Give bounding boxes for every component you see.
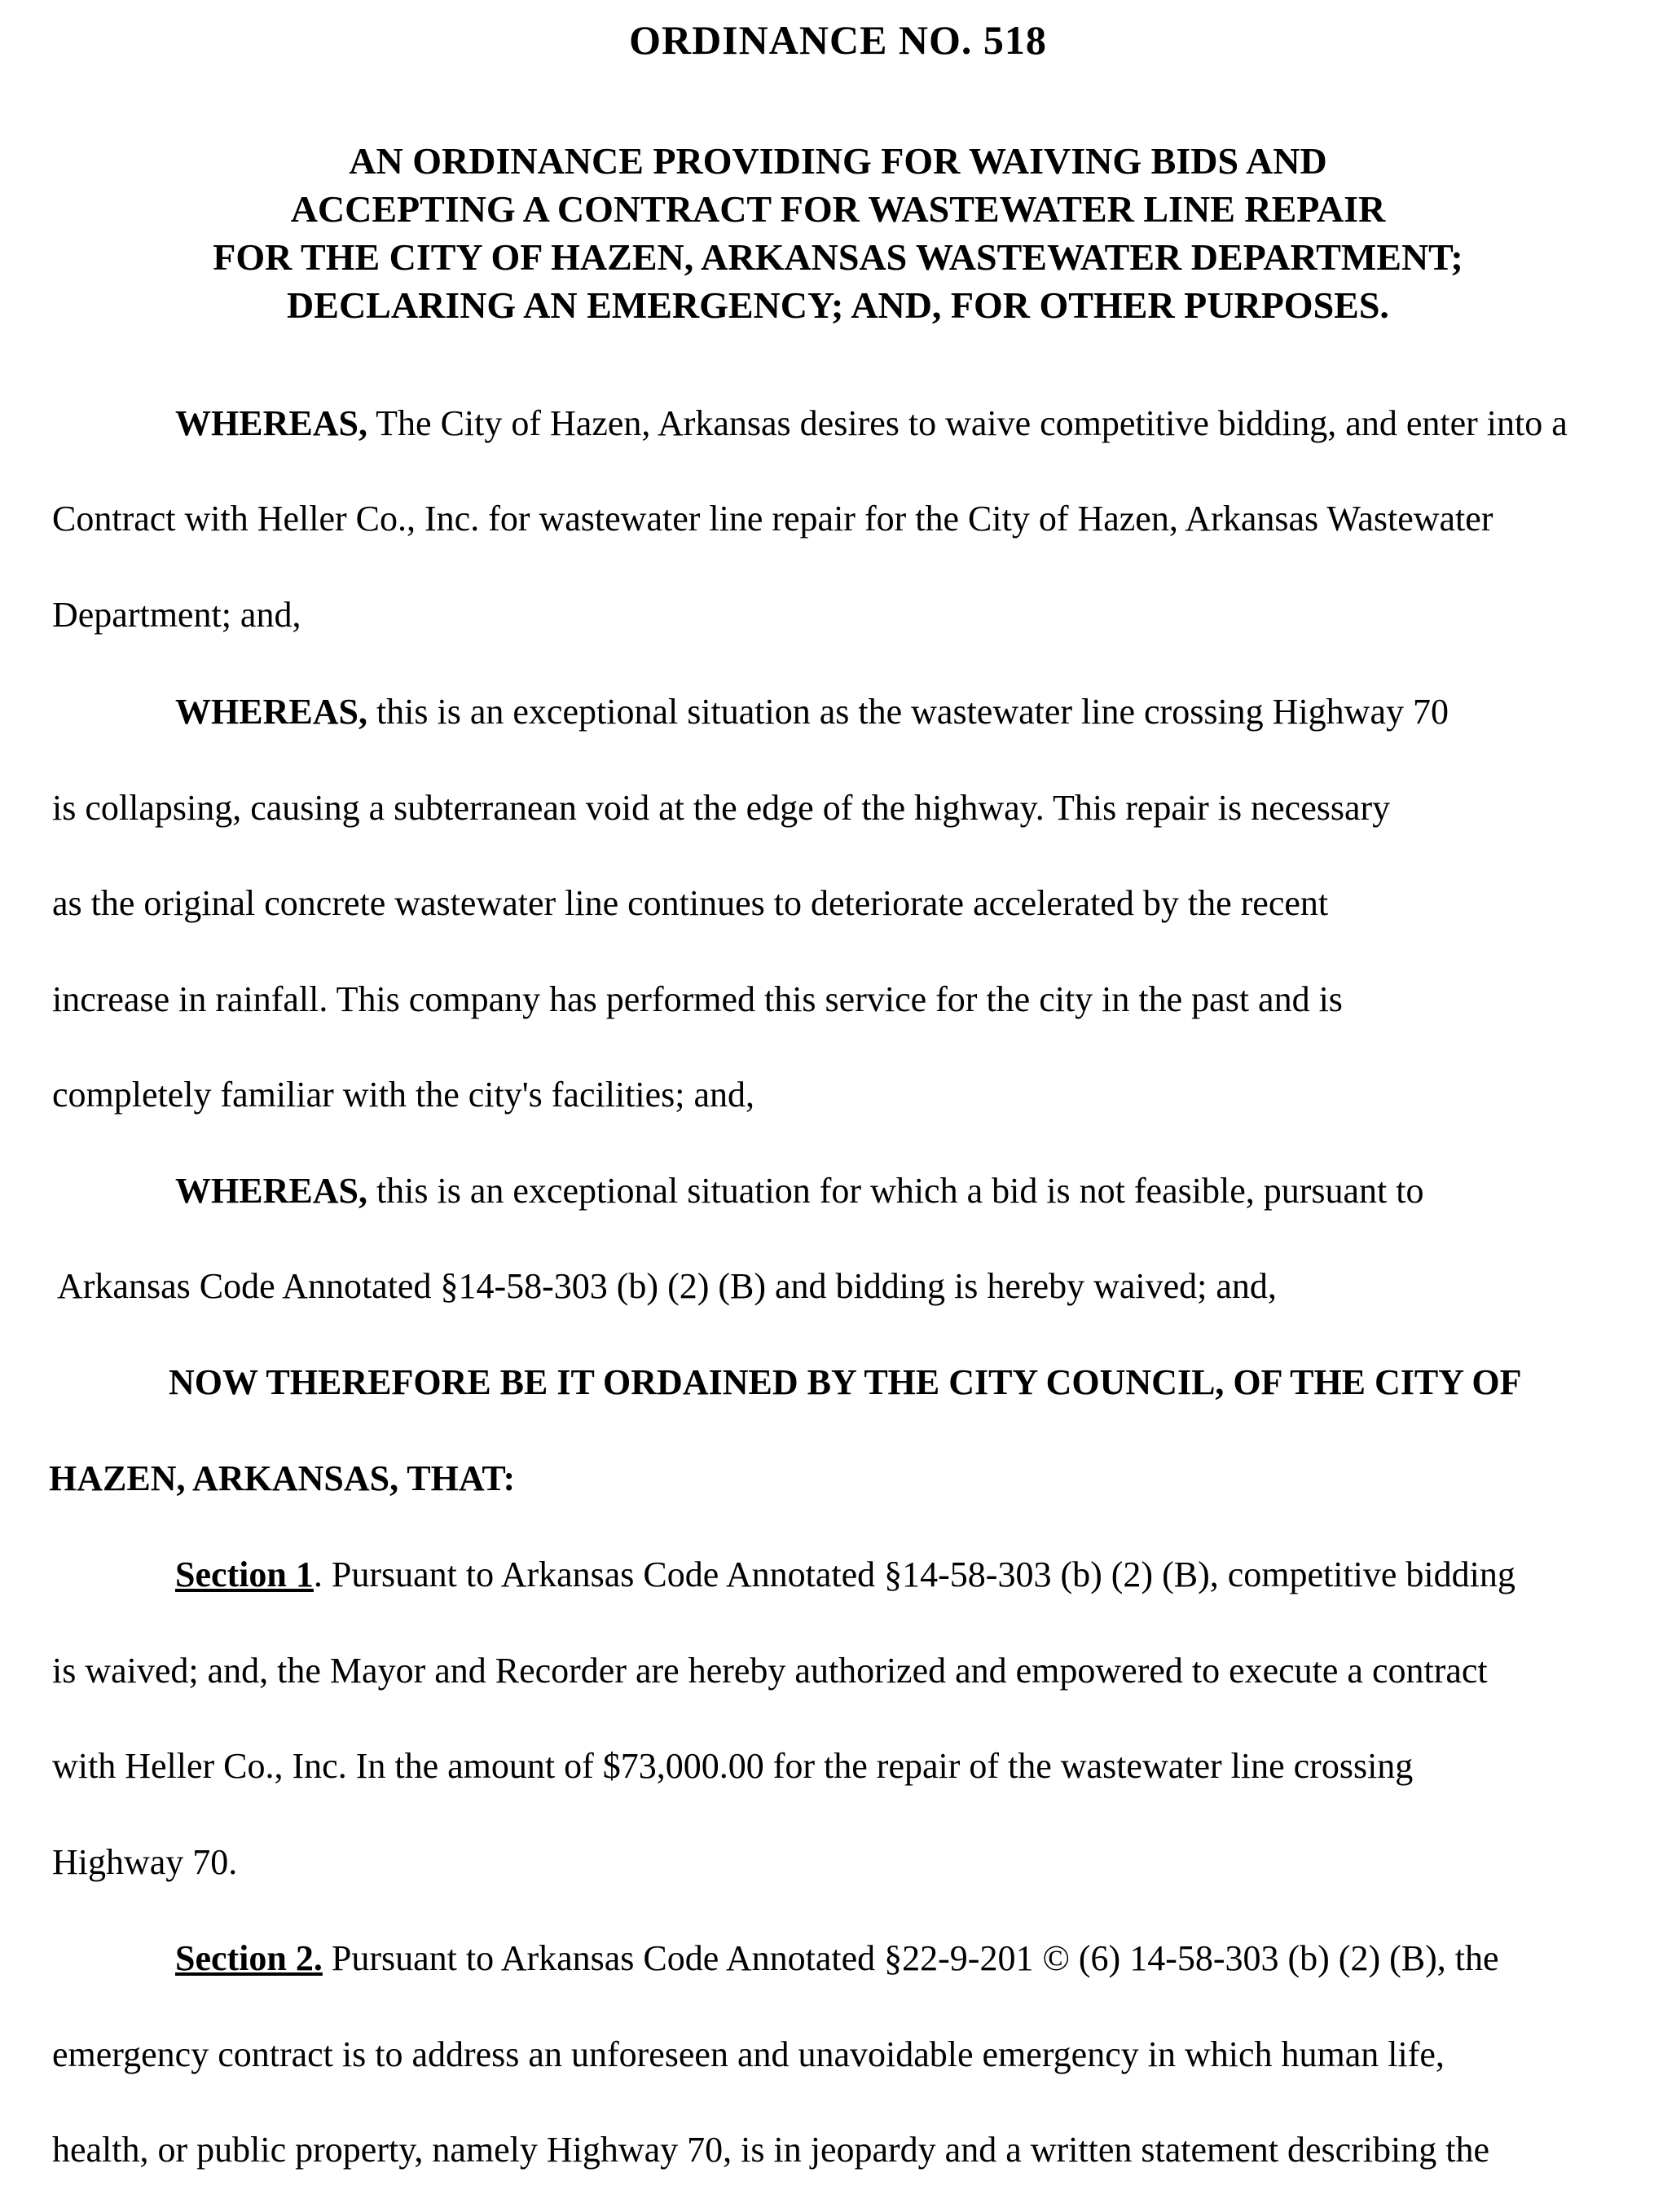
section-1-line-4: Highway 70. — [52, 1842, 238, 1882]
section-1-label: Section 1 — [175, 1555, 314, 1594]
section-text: Pursuant to Arkansas Code Annotated §22-9-201 © (6) 14-58-303 (b) (2) (B), the — [322, 1938, 1499, 1978]
whereas-1-line-1 — [175, 401, 1568, 446]
whereas-label: WHEREAS, — [175, 1171, 367, 1211]
whereas-2-line-2: is collapsing, causing a subterranean void at the edge of the highway. This repair is necessary — [52, 788, 1391, 828]
whereas-label: WHEREAS, — [175, 692, 367, 732]
whereas-text: this is an exceptional situation as the wastewater line crossing Highway 70 — [367, 692, 1449, 732]
ordinance-title — [122, 137, 1554, 329]
whereas-2-line-1 — [175, 689, 1449, 735]
section-1-line-1 — [175, 1552, 1515, 1598]
section-text: . Pursuant to Arkansas Code Annotated §14-58-303 (b) (2) (B), competitive bidding — [313, 1555, 1515, 1594]
title-line: AN ORDINANCE PROVIDING FOR WAIVING BIDS AND — [349, 140, 1327, 182]
whereas-2-line-3: as the original concrete wastewater line continues to deteriorate accelerated by the recent — [52, 883, 1329, 923]
section-2-line-2: emergency contract is to address an unforeseen and unavoidable emergency in which human life, — [52, 2034, 1445, 2074]
title-line: DECLARING AN EMERGENCY; AND, FOR OTHER PURPOSES. — [287, 284, 1389, 326]
section-1-line-2: is waived; and, the Mayor and Recorder are hereby authorized and empowered to execute a contract — [52, 1651, 1488, 1691]
title-line: FOR THE CITY OF HAZEN, ARKANSAS WASTEWATER DEPARTMENT; — [213, 236, 1463, 278]
title-line: ACCEPTING A CONTRACT FOR WASTEWATER LINE REPAIR — [290, 188, 1386, 230]
whereas-2-line-5: completely familiar with the city's facilities; and, — [52, 1075, 754, 1115]
whereas-1-line-2: Contract with Heller Co., Inc. for wastewater line repair for the City of Hazen, Arkansas Wastewater — [52, 499, 1493, 539]
section-2-line-1 — [175, 1936, 1499, 1981]
ordinance-number: ORDINANCE NO. 518 — [629, 17, 1047, 63]
whereas-text: The City of Hazen, Arkansas desires to waive competitive bidding, and enter into a — [367, 403, 1568, 443]
ordained-line-2: HAZEN, ARKANSAS, THAT: — [49, 1458, 516, 1498]
section-2-line-3: health, or public property, namely Highway 70, is in jeopardy and a written statement describing the — [52, 2130, 1489, 2170]
section-2-label: Section 2. — [175, 1938, 323, 1978]
whereas-1-line-3: Department; and, — [52, 595, 301, 635]
ordained-line-1: NOW THEREFORE BE IT ORDAINED BY THE CITY COUNCIL, OF THE CITY OF — [169, 1362, 1522, 1402]
whereas-label: WHEREAS, — [175, 403, 367, 443]
whereas-2-line-4: increase in rainfall. This company has performed this service for the city in the past and is — [52, 979, 1343, 1019]
whereas-3-line-2: Arkansas Code Annotated §14-58-303 (b) (2) (B) and bidding is hereby waived; and, — [57, 1266, 1277, 1306]
whereas-3-line-1 — [175, 1168, 1423, 1214]
whereas-text: this is an exceptional situation for which a bid is not feasible, pursuant to — [367, 1171, 1424, 1211]
section-1-line-3: with Heller Co., Inc. In the amount of $73,000.00 for the repair of the wastewater line crossing — [52, 1746, 1414, 1786]
